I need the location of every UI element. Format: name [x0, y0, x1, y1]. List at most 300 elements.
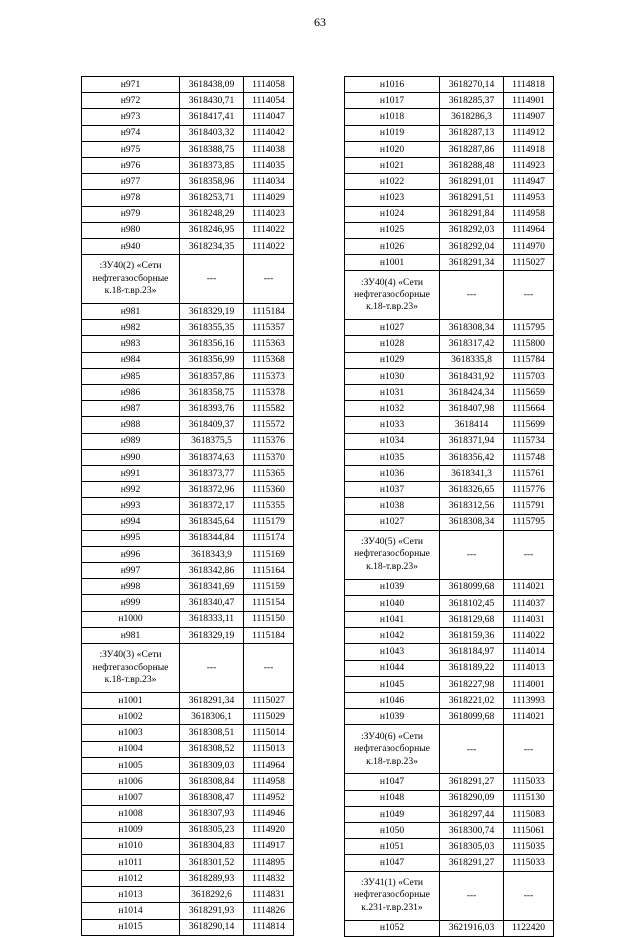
point-name-cell: н1027 — [345, 514, 440, 530]
table-row — [345, 77, 554, 93]
y-coordinate-cell: 1114831 — [244, 887, 294, 903]
y-coordinate-cell: 1114042 — [244, 125, 294, 141]
y-coordinate-cell: 1114958 — [504, 206, 554, 222]
y-coordinate-cell: 1115363 — [244, 336, 294, 352]
point-name-cell: н1036 — [345, 465, 440, 481]
point-name-cell: н1051 — [345, 839, 440, 855]
table-row — [345, 336, 554, 352]
x-coordinate-cell: 3618357,86 — [180, 368, 244, 384]
point-name-cell: н993 — [82, 498, 180, 514]
y-coordinate-cell: 1114021 — [504, 579, 554, 595]
point-name-cell: н1049 — [345, 806, 440, 822]
x-coordinate-cell: 3618288,48 — [440, 157, 504, 173]
point-name-cell: н975 — [82, 141, 180, 157]
table-row — [345, 579, 554, 595]
x-coordinate-cell: 3618306,1 — [180, 709, 244, 725]
x-coordinate-cell: 3618344,84 — [180, 530, 244, 546]
point-name-cell: н1025 — [345, 222, 440, 238]
y-coordinate-cell: 1115370 — [244, 449, 294, 465]
x-coordinate-cell: 3618312,56 — [440, 498, 504, 514]
y-coordinate-cell: 1115791 — [504, 498, 554, 514]
point-name-cell: н977 — [82, 174, 180, 190]
point-name-cell: н1018 — [345, 109, 440, 125]
table-row — [82, 368, 294, 384]
table-row — [82, 693, 294, 709]
table-row — [82, 579, 294, 595]
y-coordinate-cell: 1115376 — [244, 433, 294, 449]
table-row — [82, 238, 294, 254]
x-coordinate-cell: 3618375,5 — [180, 433, 244, 449]
y-coordinate-cell: --- — [244, 255, 294, 304]
table-row — [82, 903, 294, 919]
y-coordinate-cell: 1114895 — [244, 854, 294, 870]
y-coordinate-cell: 1115027 — [244, 693, 294, 709]
point-name-cell: н989 — [82, 433, 180, 449]
x-coordinate-cell: 3618291,27 — [440, 855, 504, 871]
x-coordinate-cell: 3618417,41 — [180, 109, 244, 125]
y-coordinate-cell: 1114814 — [244, 919, 294, 935]
x-coordinate-cell: 3618333,11 — [180, 611, 244, 627]
x-coordinate-cell: 3621916,03 — [440, 920, 504, 936]
x-coordinate-cell: 3618305,03 — [440, 839, 504, 855]
page-number: 63 — [314, 15, 326, 29]
y-coordinate-cell: 1114021 — [504, 709, 554, 725]
y-coordinate-cell: 1114953 — [504, 190, 554, 206]
y-coordinate-cell: 1115373 — [244, 368, 294, 384]
table-row — [345, 628, 554, 644]
x-coordinate-cell: 3618438,09 — [180, 77, 244, 93]
table-row — [82, 871, 294, 887]
point-name-cell: н1046 — [345, 693, 440, 709]
y-coordinate-cell: 1114917 — [244, 838, 294, 854]
x-coordinate-cell: 3618291,51 — [440, 190, 504, 206]
x-coordinate-cell: --- — [440, 725, 504, 774]
point-name-cell: н1010 — [82, 838, 180, 854]
x-coordinate-cell: 3618286,3 — [440, 109, 504, 125]
y-coordinate-cell: 1115734 — [504, 433, 554, 449]
table-row — [345, 238, 554, 254]
y-coordinate-cell: 1114022 — [244, 222, 294, 238]
x-coordinate-cell: 3618343,9 — [180, 546, 244, 562]
y-coordinate-cell: 1114907 — [504, 109, 554, 125]
x-coordinate-cell: 3618329,19 — [180, 627, 244, 643]
point-name-cell: н1029 — [345, 352, 440, 368]
y-coordinate-cell: 1115154 — [244, 595, 294, 611]
y-coordinate-cell: 1115378 — [244, 385, 294, 401]
y-coordinate-cell: 1115029 — [244, 709, 294, 725]
y-coordinate-cell: 1114058 — [244, 77, 294, 93]
table-row — [82, 482, 294, 498]
point-name-cell: н981 — [82, 304, 180, 320]
x-coordinate-cell: 3618308,34 — [440, 514, 504, 530]
table-row — [345, 206, 554, 222]
x-coordinate-cell: 3618388,75 — [180, 141, 244, 157]
point-name-cell: н1047 — [345, 855, 440, 871]
x-coordinate-cell: --- — [440, 271, 504, 320]
y-coordinate-cell: --- — [504, 871, 554, 920]
y-coordinate-cell: 1122420 — [504, 920, 554, 936]
x-coordinate-cell: 3618358,75 — [180, 385, 244, 401]
table-row — [345, 676, 554, 692]
point-name-cell: н994 — [82, 514, 180, 530]
point-name-cell: н1021 — [345, 157, 440, 173]
point-name-cell: н1026 — [345, 238, 440, 254]
table-row — [345, 822, 554, 838]
table-row — [82, 125, 294, 141]
table-row — [345, 806, 554, 822]
table-row — [82, 563, 294, 579]
y-coordinate-cell: 1114912 — [504, 125, 554, 141]
point-name-cell: н1017 — [345, 93, 440, 109]
x-coordinate-cell: 3618102,45 — [440, 595, 504, 611]
x-coordinate-cell: 3618221,02 — [440, 693, 504, 709]
table-row — [345, 790, 554, 806]
table-row — [345, 644, 554, 660]
y-coordinate-cell: 1115169 — [244, 546, 294, 562]
point-name-cell: н1004 — [82, 741, 180, 757]
y-coordinate-cell: 1114054 — [244, 93, 294, 109]
point-name-cell: н1030 — [345, 368, 440, 384]
x-coordinate-cell: 3618372,17 — [180, 498, 244, 514]
y-coordinate-cell: --- — [504, 530, 554, 579]
x-coordinate-cell: 3618371,94 — [440, 433, 504, 449]
y-coordinate-cell: --- — [504, 271, 554, 320]
y-coordinate-cell: 1115013 — [244, 741, 294, 757]
y-coordinate-cell: 1114818 — [504, 77, 554, 93]
table-row — [82, 806, 294, 822]
x-coordinate-cell: 3618290,14 — [180, 919, 244, 935]
section-row — [82, 255, 294, 304]
section-title-cell: :ЗУ40(4) «Сети нефтегазосборные к.18-т.вр.23» — [345, 271, 440, 320]
x-coordinate-cell: 3618248,29 — [180, 206, 244, 222]
table-row — [345, 255, 554, 271]
table-row — [345, 417, 554, 433]
y-coordinate-cell: 1115699 — [504, 417, 554, 433]
x-coordinate-cell: 3618356,16 — [180, 336, 244, 352]
section-row — [345, 530, 554, 579]
section-title-cell: :ЗУ40(3) «Сети нефтегазосборные к.18-т.вр.23» — [82, 644, 180, 693]
y-coordinate-cell: 1115703 — [504, 368, 554, 384]
table-row — [345, 449, 554, 465]
table-row — [345, 141, 554, 157]
point-name-cell: н974 — [82, 125, 180, 141]
point-name-cell: н1005 — [82, 757, 180, 773]
x-coordinate-cell: 3618289,93 — [180, 871, 244, 887]
y-coordinate-cell: 1115659 — [504, 385, 554, 401]
y-coordinate-cell: --- — [244, 644, 294, 693]
x-coordinate-cell: 3618189,22 — [440, 660, 504, 676]
x-coordinate-cell: 3618308,52 — [180, 741, 244, 757]
point-name-cell: н984 — [82, 352, 180, 368]
table-row — [345, 174, 554, 190]
table-row — [82, 822, 294, 838]
section-title-cell: :ЗУ40(2) «Сети нефтегазосборные к.18-т.вр.23» — [82, 255, 180, 304]
x-coordinate-cell: 3618358,96 — [180, 174, 244, 190]
point-name-cell: н999 — [82, 595, 180, 611]
point-name-cell: н997 — [82, 563, 180, 579]
y-coordinate-cell: 1115035 — [504, 839, 554, 855]
point-name-cell: н1028 — [345, 336, 440, 352]
y-coordinate-cell: 1114901 — [504, 93, 554, 109]
section-row — [345, 871, 554, 920]
x-coordinate-cell: 3618372,96 — [180, 482, 244, 498]
y-coordinate-cell: 1114946 — [244, 806, 294, 822]
table-row — [82, 77, 294, 93]
x-coordinate-cell: 3618287,13 — [440, 125, 504, 141]
point-name-cell: н971 — [82, 77, 180, 93]
table-row — [82, 757, 294, 773]
point-name-cell: н981 — [82, 627, 180, 643]
section-title-cell: :ЗУ40(6) «Сети нефтегазосборные к.18-т.вр.23» — [345, 725, 440, 774]
x-coordinate-cell: 3618227,98 — [440, 676, 504, 692]
point-name-cell: н1033 — [345, 417, 440, 433]
table-row — [82, 109, 294, 125]
table-row — [82, 433, 294, 449]
y-coordinate-cell: 1115033 — [504, 774, 554, 790]
y-coordinate-cell: 1114034 — [244, 174, 294, 190]
point-name-cell: н1009 — [82, 822, 180, 838]
x-coordinate-cell: 3618270,14 — [440, 77, 504, 93]
point-name-cell: н1039 — [345, 709, 440, 725]
point-name-cell: н1001 — [82, 693, 180, 709]
section-row — [82, 644, 294, 693]
x-coordinate-cell: 3618285,37 — [440, 93, 504, 109]
point-name-cell: н982 — [82, 320, 180, 336]
table-row — [82, 157, 294, 173]
point-name-cell: н1000 — [82, 611, 180, 627]
y-coordinate-cell: 1114964 — [504, 222, 554, 238]
y-coordinate-cell: 1114918 — [504, 141, 554, 157]
x-coordinate-cell: 3618403,32 — [180, 125, 244, 141]
x-coordinate-cell: 3618335,8 — [440, 352, 504, 368]
table-row — [345, 368, 554, 384]
x-coordinate-cell: 3618329,19 — [180, 304, 244, 320]
y-coordinate-cell: 1114970 — [504, 238, 554, 254]
point-name-cell: н1023 — [345, 190, 440, 206]
point-name-cell: н1007 — [82, 790, 180, 806]
table-row — [82, 449, 294, 465]
x-coordinate-cell: 3618355,35 — [180, 320, 244, 336]
table-row — [345, 222, 554, 238]
table-row — [82, 709, 294, 725]
x-coordinate-cell: 3618356,42 — [440, 449, 504, 465]
table-row — [345, 693, 554, 709]
point-name-cell: н983 — [82, 336, 180, 352]
y-coordinate-cell: 1115159 — [244, 579, 294, 595]
x-coordinate-cell: 3618309,03 — [180, 757, 244, 773]
table-row — [345, 433, 554, 449]
table-row — [345, 385, 554, 401]
y-coordinate-cell: 1115748 — [504, 449, 554, 465]
point-name-cell: н1022 — [345, 174, 440, 190]
y-coordinate-cell: 1114022 — [244, 238, 294, 254]
point-name-cell: н979 — [82, 206, 180, 222]
y-coordinate-cell: 1115179 — [244, 514, 294, 530]
x-coordinate-cell: 3618414 — [440, 417, 504, 433]
y-coordinate-cell: 1114035 — [244, 157, 294, 173]
point-name-cell: н1027 — [345, 320, 440, 336]
y-coordinate-cell: 1115083 — [504, 806, 554, 822]
y-coordinate-cell: 1115184 — [244, 627, 294, 643]
x-coordinate-cell: 3618393,76 — [180, 401, 244, 417]
table-row — [82, 222, 294, 238]
x-coordinate-cell: --- — [180, 255, 244, 304]
table-row — [82, 725, 294, 741]
section-title-cell: :ЗУ41(1) «Сети нефтегазосборные к.231-т.вр.231» — [345, 871, 440, 920]
table-row — [82, 790, 294, 806]
x-coordinate-cell: 3618308,34 — [440, 320, 504, 336]
x-coordinate-cell: 3618424,34 — [440, 385, 504, 401]
y-coordinate-cell: 1115150 — [244, 611, 294, 627]
y-coordinate-cell: 1115795 — [504, 320, 554, 336]
x-coordinate-cell: 3618253,71 — [180, 190, 244, 206]
x-coordinate-cell: 3618409,37 — [180, 417, 244, 433]
x-coordinate-cell: 3618326,65 — [440, 482, 504, 498]
x-coordinate-cell: 3618305,23 — [180, 822, 244, 838]
point-name-cell: н973 — [82, 109, 180, 125]
table-row — [82, 627, 294, 643]
point-name-cell: н1006 — [82, 773, 180, 789]
point-name-cell: н1038 — [345, 498, 440, 514]
x-coordinate-cell: 3618246,95 — [180, 222, 244, 238]
point-name-cell: н987 — [82, 401, 180, 417]
table-row — [345, 125, 554, 141]
table-row — [345, 709, 554, 725]
table-row — [82, 320, 294, 336]
y-coordinate-cell: 1115355 — [244, 498, 294, 514]
y-coordinate-cell: 1115027 — [504, 255, 554, 271]
table-row — [82, 838, 294, 854]
x-coordinate-cell: 3618317,42 — [440, 336, 504, 352]
point-name-cell: н1041 — [345, 612, 440, 628]
x-coordinate-cell: 3618291,34 — [440, 255, 504, 271]
y-coordinate-cell: 1114014 — [504, 644, 554, 660]
x-coordinate-cell: 3618291,93 — [180, 903, 244, 919]
x-coordinate-cell: 3618373,85 — [180, 157, 244, 173]
y-coordinate-cell: 1114013 — [504, 660, 554, 676]
table-row — [345, 612, 554, 628]
y-coordinate-cell: 1114037 — [504, 595, 554, 611]
x-coordinate-cell: 3618341,69 — [180, 579, 244, 595]
y-coordinate-cell: 1114826 — [244, 903, 294, 919]
x-coordinate-cell: 3618291,01 — [440, 174, 504, 190]
section-row — [345, 725, 554, 774]
x-coordinate-cell: 3618234,35 — [180, 238, 244, 254]
y-coordinate-cell: 1114001 — [504, 676, 554, 692]
x-coordinate-cell: 3618301,52 — [180, 854, 244, 870]
point-name-cell: н996 — [82, 546, 180, 562]
y-coordinate-cell: 1115664 — [504, 401, 554, 417]
table-row — [345, 595, 554, 611]
point-name-cell: н995 — [82, 530, 180, 546]
table-row — [345, 514, 554, 530]
table-row — [82, 919, 294, 935]
x-coordinate-cell: 3618297,44 — [440, 806, 504, 822]
table-row — [82, 206, 294, 222]
table-row — [82, 174, 294, 190]
table-row — [82, 498, 294, 514]
point-name-cell: н1037 — [345, 482, 440, 498]
y-coordinate-cell: 1114920 — [244, 822, 294, 838]
y-coordinate-cell: 1115164 — [244, 563, 294, 579]
point-name-cell: н972 — [82, 93, 180, 109]
point-name-cell: н998 — [82, 579, 180, 595]
x-coordinate-cell: 3618159,36 — [440, 628, 504, 644]
point-name-cell: н1035 — [345, 449, 440, 465]
section-title-cell: :ЗУ40(5) «Сети нефтегазосборные к.18-т.вр.23» — [345, 530, 440, 579]
y-coordinate-cell: 1114947 — [504, 174, 554, 190]
point-name-cell: н1013 — [82, 887, 180, 903]
point-name-cell: н1050 — [345, 822, 440, 838]
table-row — [345, 839, 554, 855]
point-name-cell: н1048 — [345, 790, 440, 806]
x-coordinate-cell: 3618431,92 — [440, 368, 504, 384]
point-name-cell: н992 — [82, 482, 180, 498]
table-row — [82, 93, 294, 109]
x-coordinate-cell: 3618374,63 — [180, 449, 244, 465]
point-name-cell: н1047 — [345, 774, 440, 790]
x-coordinate-cell: 3618340,47 — [180, 595, 244, 611]
y-coordinate-cell: 1115130 — [504, 790, 554, 806]
x-coordinate-cell: 3618308,47 — [180, 790, 244, 806]
x-coordinate-cell: --- — [440, 871, 504, 920]
x-coordinate-cell: 3618356,99 — [180, 352, 244, 368]
y-coordinate-cell: 1114031 — [504, 612, 554, 628]
x-coordinate-cell: 3618307,93 — [180, 806, 244, 822]
y-coordinate-cell: 1113993 — [504, 693, 554, 709]
table-row — [82, 417, 294, 433]
x-coordinate-cell: 3618287,86 — [440, 141, 504, 157]
table-row — [345, 465, 554, 481]
point-name-cell: н1039 — [345, 579, 440, 595]
x-coordinate-cell: 3618345,64 — [180, 514, 244, 530]
table-row — [82, 514, 294, 530]
point-name-cell: н1001 — [345, 255, 440, 271]
point-name-cell: н1014 — [82, 903, 180, 919]
table-row — [82, 611, 294, 627]
y-coordinate-cell: 1114832 — [244, 871, 294, 887]
y-coordinate-cell: --- — [504, 725, 554, 774]
y-coordinate-cell: 1115360 — [244, 482, 294, 498]
table-row — [82, 741, 294, 757]
table-row — [82, 190, 294, 206]
y-coordinate-cell: 1115784 — [504, 352, 554, 368]
table-row — [345, 157, 554, 173]
table-row — [345, 401, 554, 417]
point-name-cell: н980 — [82, 222, 180, 238]
x-coordinate-cell: 3618099,68 — [440, 579, 504, 595]
point-name-cell: н1040 — [345, 595, 440, 611]
table-row — [82, 401, 294, 417]
y-coordinate-cell: 1115795 — [504, 514, 554, 530]
x-coordinate-cell: 3618373,77 — [180, 465, 244, 481]
table-row — [345, 498, 554, 514]
point-name-cell: н1024 — [345, 206, 440, 222]
point-name-cell: н1045 — [345, 676, 440, 692]
y-coordinate-cell: 1114952 — [244, 790, 294, 806]
table-row — [345, 109, 554, 125]
y-coordinate-cell: 1115582 — [244, 401, 294, 417]
y-coordinate-cell: 1115776 — [504, 482, 554, 498]
point-name-cell: н1044 — [345, 660, 440, 676]
point-name-cell: н1031 — [345, 385, 440, 401]
y-coordinate-cell: 1115357 — [244, 320, 294, 336]
table-row — [82, 595, 294, 611]
y-coordinate-cell: 1114923 — [504, 157, 554, 173]
x-coordinate-cell: 3618308,84 — [180, 773, 244, 789]
point-name-cell: н1034 — [345, 433, 440, 449]
x-coordinate-cell: 3618300,74 — [440, 822, 504, 838]
